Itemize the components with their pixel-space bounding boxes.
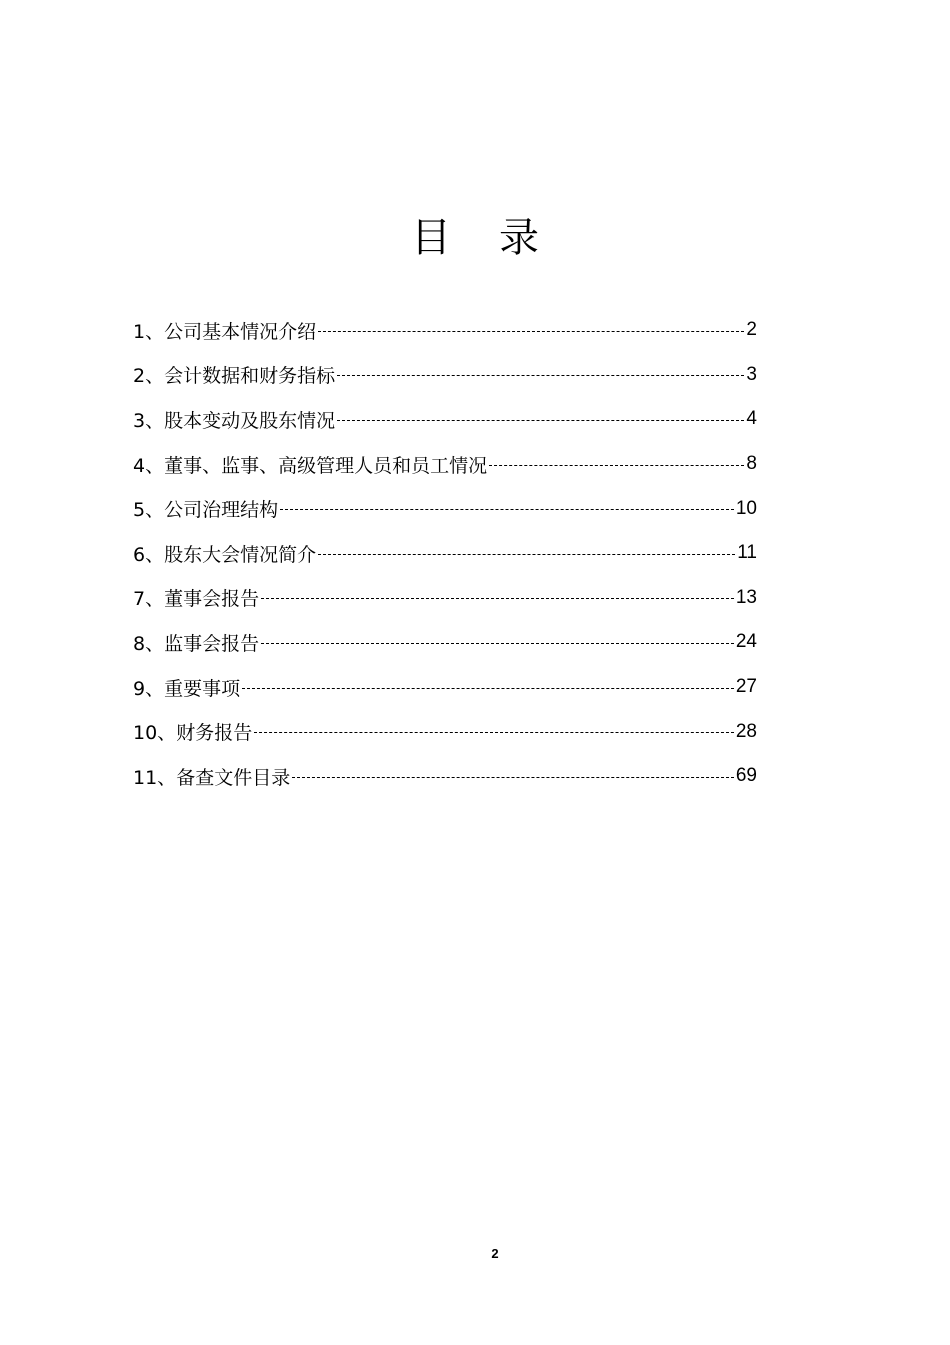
toc-leader-line [318, 331, 744, 332]
toc-entry-page: 27 [735, 676, 757, 698]
toc-entry-label: 股本变动及股东情况 [164, 409, 336, 432]
toc-entry-page: 10 [735, 497, 757, 519]
toc-entry-number: 11、 [133, 766, 177, 789]
toc-entry-number: 9、 [133, 677, 165, 700]
toc-leader-line [280, 509, 734, 510]
page-title [0, 212, 950, 264]
toc-entry-page: 2 [746, 319, 757, 341]
toc-entry-3[interactable] [133, 397, 757, 442]
toc-leader-line [261, 643, 734, 644]
toc-entry-label: 董事、监事、高级管理人员和员工情况 [164, 454, 488, 477]
toc-entry-label: 监事会报告 [164, 632, 260, 655]
toc-entry-label: 备查文件目录 [176, 766, 291, 789]
toc-entry-8[interactable] [133, 620, 757, 665]
title-char-1: 目 [411, 215, 451, 261]
toc-entry-number: 5、 [133, 499, 165, 522]
toc-entry-label: 会计数据和财务指标 [164, 365, 336, 388]
toc-entry-number: 10、 [133, 722, 177, 745]
toc-entry-number: 1、 [133, 320, 165, 343]
toc-leader-line [337, 420, 744, 421]
toc-entry-label: 财务报告 [176, 722, 253, 745]
toc-entry-number: 3、 [133, 409, 165, 432]
toc-leader-line [318, 554, 735, 555]
toc-entry-1[interactable] [133, 308, 757, 353]
toc-entry-5[interactable] [133, 486, 757, 531]
toc-entry-6[interactable] [133, 531, 757, 576]
toc-leader-line [337, 375, 744, 376]
toc-entry-label: 公司治理结构 [164, 499, 279, 522]
toc-entry-label: 股东大会情况简介 [164, 543, 317, 566]
toc-entry-page: 4 [746, 408, 757, 430]
toc-entry-number: 7、 [133, 588, 165, 611]
toc-leader-line [242, 688, 734, 689]
footer-page-number: 2 [491, 1246, 499, 1261]
toc-entry-page: 28 [735, 720, 757, 742]
toc-leader-line [489, 465, 744, 466]
toc-entry-number: 4、 [133, 454, 165, 477]
title-char-2: 录 [499, 215, 539, 261]
table-of-contents [133, 308, 757, 799]
toc-entry-page: 24 [735, 631, 757, 653]
toc-entry-page: 11 [737, 542, 757, 564]
toc-entry-number: 2、 [133, 365, 165, 388]
toc-entry-10[interactable] [133, 709, 757, 754]
toc-entry-label: 公司基本情况介绍 [164, 320, 317, 343]
toc-entry-2[interactable] [133, 353, 757, 398]
toc-leader-line [254, 732, 734, 733]
toc-entry-page: 69 [735, 765, 757, 787]
toc-entry-4[interactable] [133, 442, 757, 487]
toc-entry-label: 董事会报告 [164, 588, 260, 611]
toc-entry-number: 8、 [133, 632, 165, 655]
toc-entry-7[interactable] [133, 576, 757, 621]
toc-entry-9[interactable] [133, 665, 757, 710]
toc-entry-number: 6、 [133, 543, 165, 566]
toc-entry-11[interactable] [133, 754, 757, 799]
toc-leader-line [261, 598, 734, 599]
toc-entry-page: 13 [735, 586, 757, 608]
toc-leader-line [292, 777, 734, 778]
toc-entry-label: 重要事项 [164, 677, 241, 700]
toc-entry-page: 8 [746, 453, 757, 475]
toc-entry-page: 3 [746, 363, 757, 385]
